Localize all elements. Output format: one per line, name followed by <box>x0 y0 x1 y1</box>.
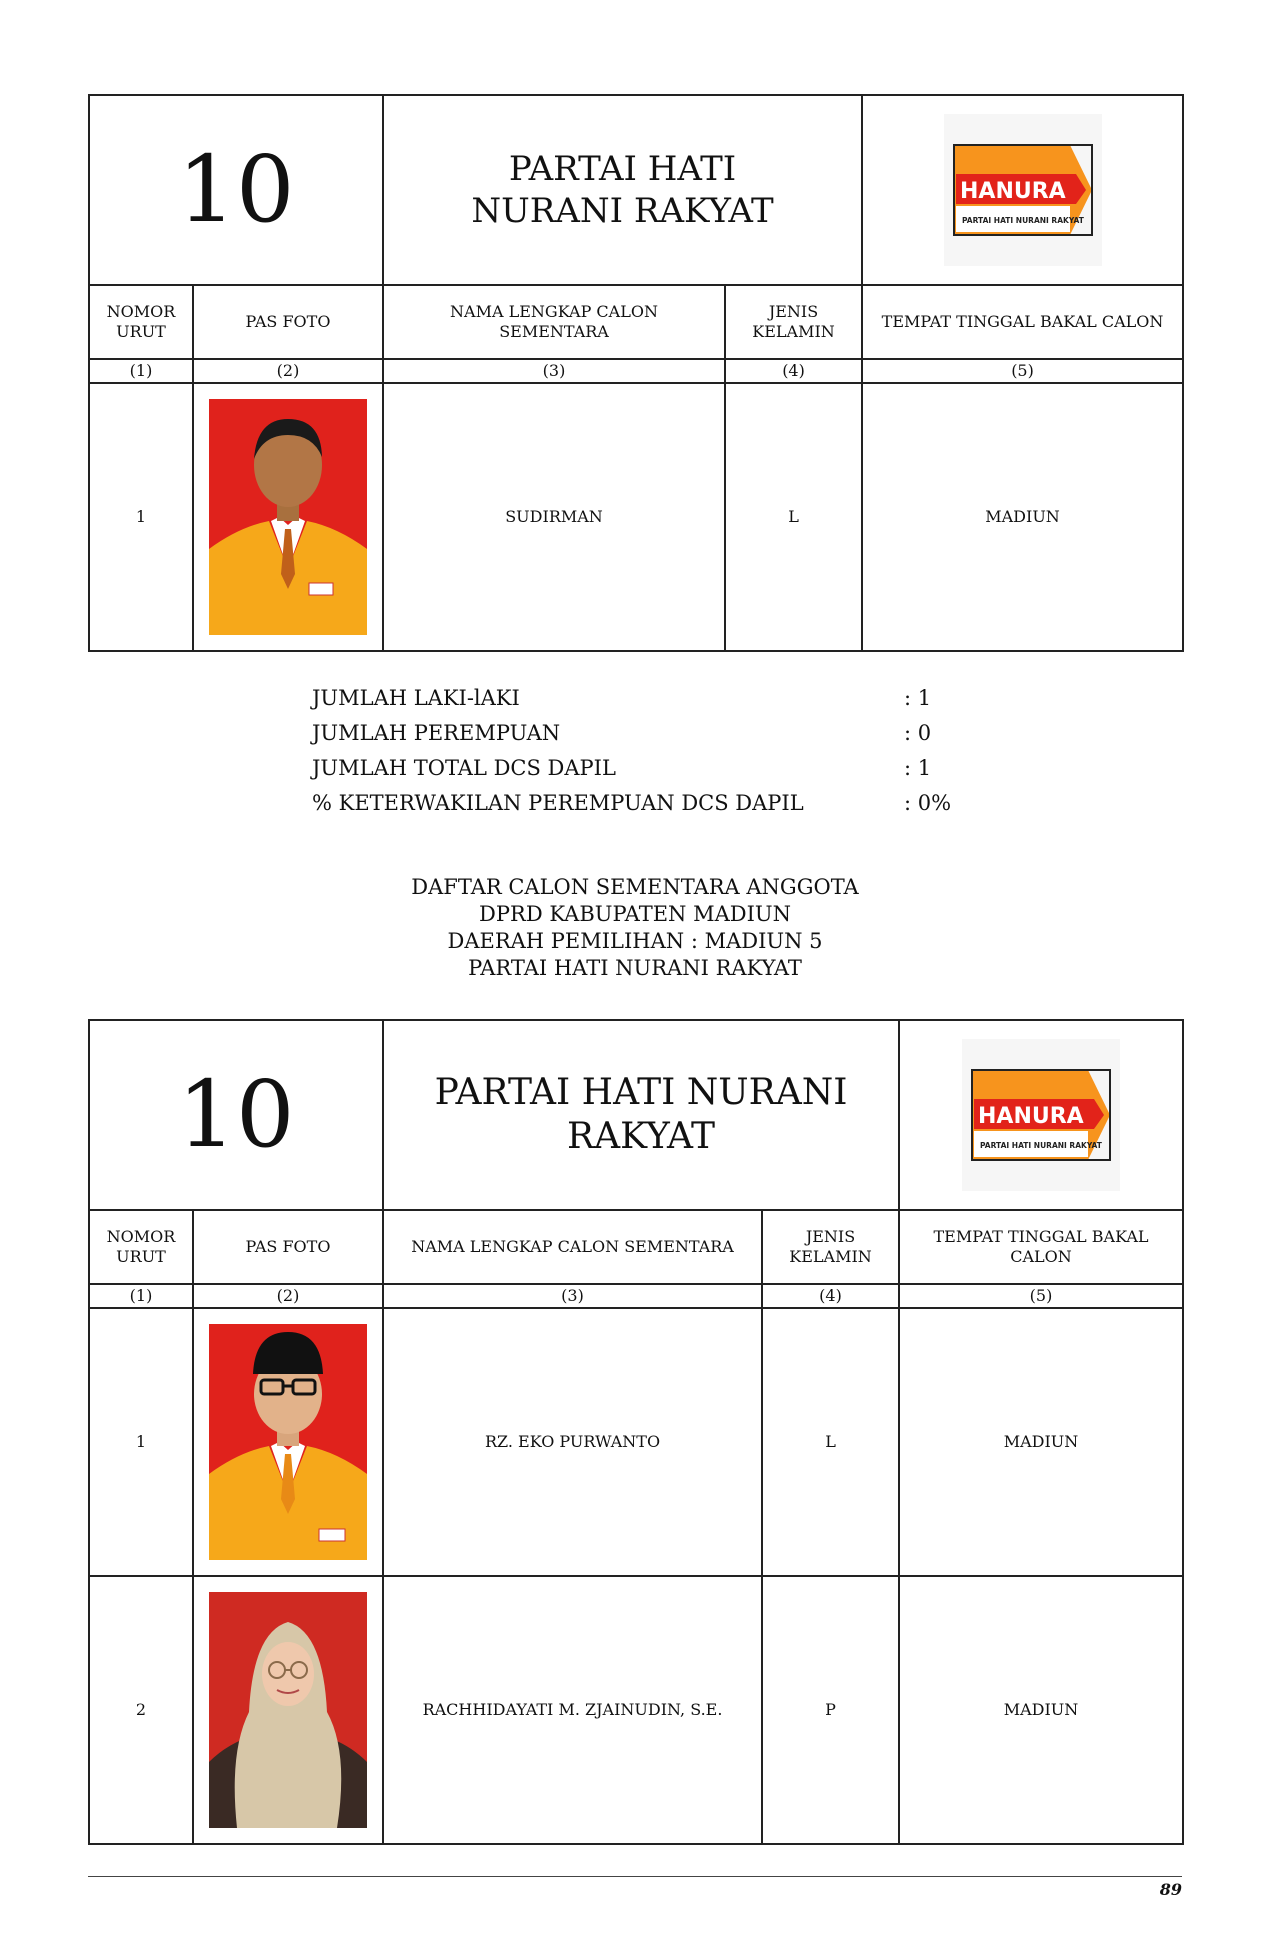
candidate-number: 1 <box>89 1308 193 1576</box>
party-name: PARTAI HATI NURANI RAKYAT <box>434 1072 848 1157</box>
index-2: (2) <box>193 359 383 383</box>
candidate-name: SUDIRMAN <box>383 383 725 651</box>
party-logo-cell <box>899 1020 1183 1210</box>
candidate-name: RACHHIDAYATI M. ZJAINUDIN, S.E. <box>383 1576 762 1844</box>
table-row <box>89 1576 1183 1844</box>
candidate-table-2 <box>88 1019 1184 1845</box>
header-tempat-tinggal: TEMPAT TINGGAL BAKAL CALON <box>899 1210 1183 1284</box>
caption-line: DPRD KABUPATEN MADIUN <box>479 902 791 926</box>
candidate-gender: L <box>762 1308 899 1576</box>
header-pas-foto: PAS FOTO <box>193 285 383 359</box>
summary-value: : 0 <box>904 720 932 745</box>
summary-label: JUMLAH LAKI-lAKI <box>312 685 520 710</box>
header-jenis-kelamin: JENIS KELAMIN <box>725 285 862 359</box>
index-1: (1) <box>89 359 193 383</box>
caption-line: DAFTAR CALON SEMENTARA ANGGOTA <box>411 875 859 899</box>
header-pas-foto: PAS FOTO <box>193 1210 383 1284</box>
candidate-residence: MADIUN <box>899 1308 1183 1576</box>
summary-row-female <box>312 715 1012 750</box>
footer-divider <box>88 1876 1182 1877</box>
caption-line: DAERAH PEMILIHAN : MADIUN 5 <box>447 929 823 953</box>
candidate-photo <box>209 399 367 635</box>
hanura-logo-icon <box>944 114 1102 266</box>
party-number-cell <box>89 95 383 285</box>
summary-label: % KETERWAKILAN PEREMPUAN DCS DAPIL <box>312 790 804 815</box>
hanura-logo-icon <box>962 1039 1120 1191</box>
candidate-photo-cell <box>193 1308 383 1576</box>
candidate-gender: P <box>762 1576 899 1844</box>
party-logo-cell <box>862 95 1183 285</box>
list-caption <box>0 874 1270 982</box>
candidate-residence: MADIUN <box>899 1576 1183 1844</box>
index-3: (3) <box>383 1284 762 1308</box>
party-number-cell <box>89 1020 383 1210</box>
svg-text:HANURA: HANURA <box>978 1104 1084 1129</box>
party-number: 10 <box>177 1061 295 1168</box>
header-nomor-urut: NOMOR URUT <box>89 1210 193 1284</box>
index-4: (4) <box>725 359 862 383</box>
header-tempat-tinggal: TEMPAT TINGGAL BAKAL CALON <box>862 285 1183 359</box>
index-1: (1) <box>89 1284 193 1308</box>
party-name-cell <box>383 1020 899 1210</box>
table-row <box>89 383 1183 651</box>
summary-value: : 1 <box>904 755 932 780</box>
index-4: (4) <box>762 1284 899 1308</box>
candidate-number: 2 <box>89 1576 193 1844</box>
summary-value: : 0% <box>904 790 952 815</box>
candidate-table-1 <box>88 94 1184 652</box>
index-3: (3) <box>383 359 725 383</box>
party-name: PARTAI HATI NURANI RAKYAT <box>471 149 774 231</box>
header-nomor-urut: NOMOR URUT <box>89 285 193 359</box>
summary-row-total <box>312 750 1012 785</box>
summary-label: JUMLAH PEREMPUAN <box>312 720 561 745</box>
summary-row-male <box>312 680 1012 715</box>
summary-row-percentage <box>312 785 1012 820</box>
table-row <box>89 1308 1183 1576</box>
summary-value: : 1 <box>904 685 932 710</box>
candidate-photo-cell <box>193 383 383 651</box>
candidate-residence: MADIUN <box>862 383 1183 651</box>
index-5: (5) <box>899 1284 1183 1308</box>
svg-text:PARTAI HATI NURANI RAKYAT: PARTAI HATI NURANI RAKYAT <box>980 1141 1102 1150</box>
candidate-name: RZ. EKO PURWANTO <box>383 1308 762 1576</box>
index-5: (5) <box>862 359 1183 383</box>
index-2: (2) <box>193 1284 383 1308</box>
caption-line: PARTAI HATI NURANI RAKYAT <box>468 956 802 980</box>
summary-block <box>312 680 1012 820</box>
svg-text:HANURA: HANURA <box>959 179 1066 204</box>
party-name-cell <box>383 95 862 285</box>
header-jenis-kelamin: JENIS KELAMIN <box>762 1210 899 1284</box>
candidate-number: 1 <box>89 383 193 651</box>
summary-label: JUMLAH TOTAL DCS DAPIL <box>312 755 616 780</box>
candidate-photo <box>209 1324 367 1560</box>
page-number: 89 <box>1159 1880 1182 1899</box>
candidate-photo <box>209 1592 367 1828</box>
party-number: 10 <box>177 136 295 243</box>
candidate-photo-cell <box>193 1576 383 1844</box>
header-nama: NAMA LENGKAP CALON SEMENTARA <box>383 285 725 359</box>
candidate-gender: L <box>725 383 862 651</box>
header-nama: NAMA LENGKAP CALON SEMENTARA <box>383 1210 762 1284</box>
svg-text:PARTAI HATI NURANI RAKYAT: PARTAI HATI NURANI RAKYAT <box>961 216 1084 225</box>
